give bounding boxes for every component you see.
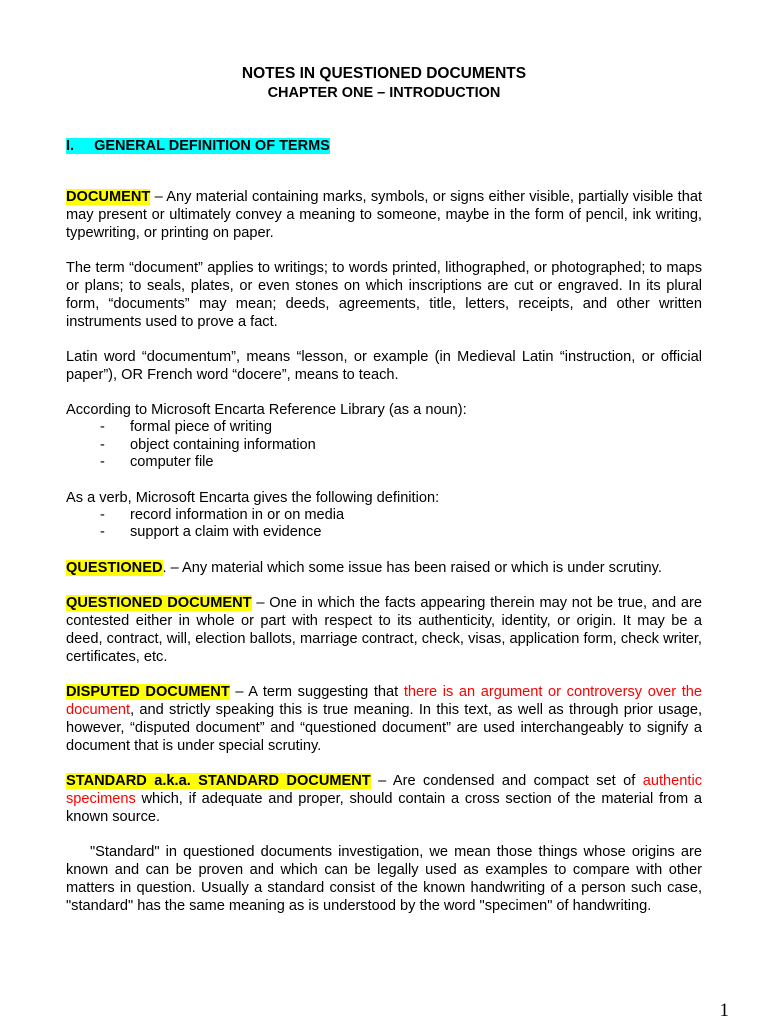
definition-questioned [66, 559, 702, 577]
paragraph-standard: "Standard" in questioned documents investigation, we mean those things whose origins are known and can be proven and which can be legally used as examples to compare with other matters in question. Usually a standard consist of the known handwriting of a person such case, "standard" has the same meaning as is understood by the word "specimen" of handwriting. [66, 843, 702, 914]
page-number: 1 [719, 1000, 729, 1021]
section-heading-highlight [66, 138, 330, 154]
encarta-verb-intro: As a verb, Microsoft Encarta gives the following definition: [66, 489, 440, 506]
list-item: - formal piece of writing [66, 419, 702, 437]
section-heading [66, 137, 702, 155]
definition-text: , and strictly speaking this is true meaning. In this text, as well as through prior usage, however, “disputed document” and “questioned document” are used interchangeably to signify a document that is under special scrutiny. [66, 701, 702, 754]
emphasis-text: there is an argument or controversy over the document [66, 683, 703, 718]
definition-disputed-document [66, 683, 702, 755]
document-title: NOTES IN QUESTIONED DOCUMENTS [241, 65, 527, 82]
definition-text: – A term suggesting that [229, 683, 404, 700]
list-item: - object containing information [66, 437, 702, 455]
definition-questioned-document [66, 594, 702, 666]
paragraph-term-document: The term “document” applies to writings; to words printed, lithographed, or photographed; to maps or plans; to seals, plates, or even stones on which inscriptions are cut or engraved. In its plural form, “documents” may mean; deeds, agreements, title, letters, receipts, and other written instruments used to prove a fact. [66, 260, 702, 330]
definition-text: which, if adequate and proper, should contain a cross section of the material from a known source. [66, 790, 702, 825]
definition-text: – Are condensed and compact set of [370, 772, 643, 789]
section-label: GENERAL DEFINITION OF TERMS [94, 138, 330, 154]
paragraph-latin: Latin word “documentum”, means “lesson, or example (in Medieval Latin “instruction, or official paper”), OR French word “docere”, means to teach. [66, 349, 702, 383]
list-item: - computer file [66, 454, 702, 472]
definition-document [66, 188, 702, 242]
encarta-noun-list [66, 419, 702, 472]
list-item: - support a claim with evidence [66, 524, 702, 542]
definition-text: . – Any material which some issue has been raised or which is under scrutiny. [162, 559, 662, 576]
encarta-noun-intro: According to Microsoft Encarta Reference Library (as a noun): [66, 402, 467, 418]
term-document: DOCUMENT [66, 189, 151, 205]
definition-standard [66, 772, 702, 826]
definition-text: – Any material containing marks, symbols, or signs either visible, partially visible that may present or ultimately convey a meaning to someone, maybe in the form of pencil, ink writing, typewriting, or printing on paper. [66, 189, 702, 241]
list-item: - record information in or on media [66, 507, 702, 525]
encarta-verb-list [66, 507, 702, 542]
term-disputed-document: DISPUTED DOCUMENT [66, 683, 230, 700]
term-questioned-document: QUESTIONED DOCUMENT [66, 594, 252, 611]
chapter-subtitle: CHAPTER ONE – INTRODUCTION [267, 85, 501, 101]
emphasis-text: authentic specimens [66, 772, 702, 807]
document-page [66, 64, 702, 915]
term-standard: STANDARD a.k.a. STANDARD DOCUMENT [66, 772, 371, 789]
term-questioned: QUESTIONED [66, 559, 163, 576]
section-number: I. [66, 138, 75, 154]
definition-text: – One in which the facts appearing therein may not be true, and are contested either in whole or part with respect to its authenticity, identity, or origin. It may be a deed, contract, will, election ballots, marriage contract, check, visas, application form, check writer, certificates, etc. [66, 594, 703, 665]
